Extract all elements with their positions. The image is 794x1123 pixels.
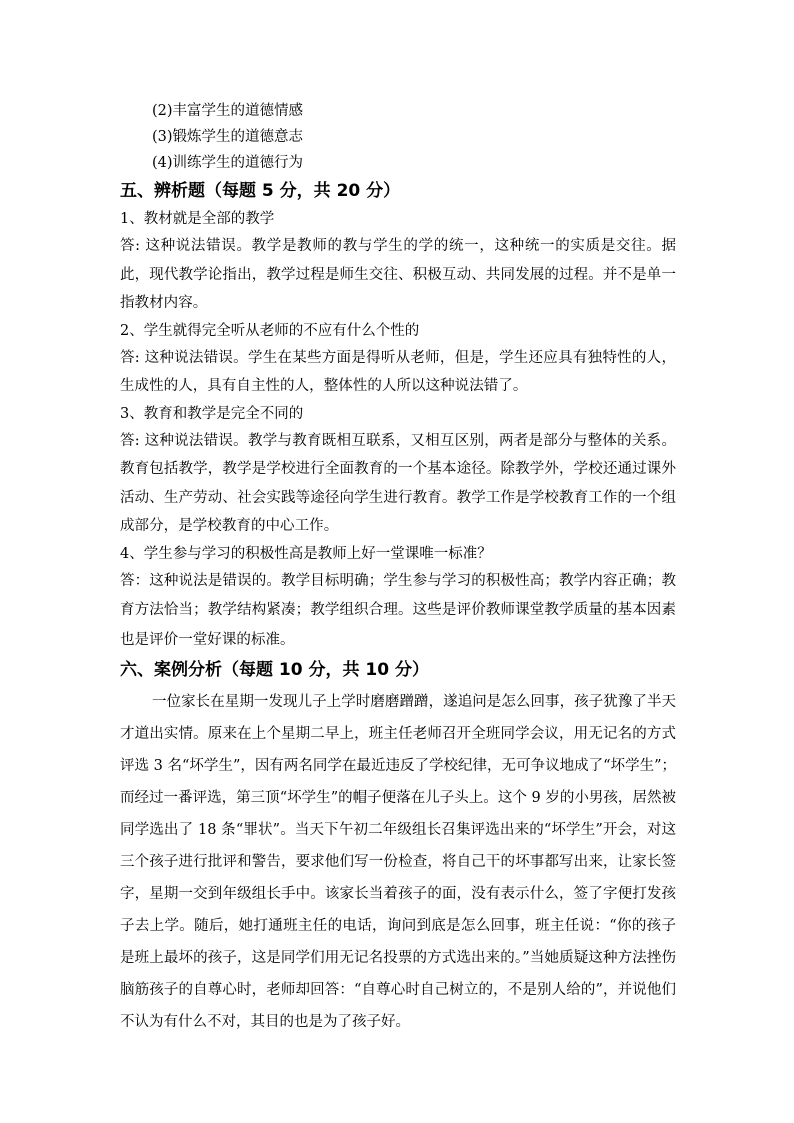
list-item: (2)丰富学生的道德情感	[152, 103, 304, 119]
section-heading: 六、案例分析（每题 10 分，共 10 分）	[120, 660, 429, 680]
list-item: (3)锻炼学生的道德意志	[152, 129, 304, 145]
question-text: 4、学生参与学习的积极性高是教师上好一堂课唯一标准？	[120, 545, 492, 562]
answer-text: 答: 这种说法错误。教学是教师的教与学生的学的统一，这种统一的实质是交往。据此，现代教学论指出，教学过程是师生交往、积极互动、共同发展的过程。并不是单一指教材内容。	[120, 238, 676, 311]
document-page	[120, 98, 676, 1038]
section-heading: 五、辨析题（每题 5 分，共 20 分）	[120, 181, 401, 201]
answer-text: 答: 这种说法错误。教学与教育既相互联系，又相互区别，两者是部分与整体的关系。教育包括教学，教学是学校进行全面教育的一个基本途径。除教学外，学校还通过课外活动、生产劳动、社会实践等途径向学生进行教育。教学工作是学校教育工作的一个组成部分，是学校教育的中心工作。	[120, 432, 676, 534]
answer-text: 答: 这种说法错误。学生在某些方面是得听从老师，但是，学生还应具有独特性的人，生成性的人，具有自主性的人，整体性的人所以这种说法错了。	[120, 349, 676, 394]
question-text: 1、教材就是全部的教学	[120, 211, 275, 227]
list-item: (4)训练学生的道德行为	[152, 155, 304, 171]
question-text: 2、学生就得完全听从老师的不应有什么个性的	[120, 322, 420, 339]
case-paragraph: 一位家长在星期一发现儿子上学时磨磨蹭蹭，遂追问是怎么回事，孩子犹豫了半天才道出实情。原来在上个星期二早上，班主任老师召开全班同学会议，用无记名的方式评选 3 名“坏学生”，因有两名同学在最近违反了学校纪律，无可争议地成了“坏学生”；而经过一番评选，第三顶“坏学生”的帽子便落在儿子头上。这个 9 岁的小男孩，居然被同学选出了 18 条“罪状”。当天下午初二年级组长召集评选出来的“坏学生”开会，对这三个孩子进行批评和警告，要求他们写一份检查，将自己干的坏事都写出来，让家长签字，星期一交到年级组长手中。该家长当着孩子的面，没有表示什么，签了字便打发孩子去上学。随后，她打通班主任的电话，询问到底是怎么回事，班主任说：“你的孩子是班上最坏的孩子，这是同学们用无记名投票的方式选出来的。”当她质疑这种方法挫伤脑筋孩子的自尊心时，老师却回答：“自尊心时自己树立的，不是别人给的”，并说他们不认为有什么不对，其目的也是为了孩子好。	[120, 694, 676, 1030]
question-text: 3、教育和教学是完全不同的	[120, 405, 304, 422]
answer-text: 答：这种说法是错误的。教学目标明确；学生参与学习的积极性高；教学内容正确；教育方法恰当；教学结构紧凑；教学组织合理。这些是评价教师课堂教学质量的基本因素也是评价一堂好课的标准。	[120, 572, 676, 648]
